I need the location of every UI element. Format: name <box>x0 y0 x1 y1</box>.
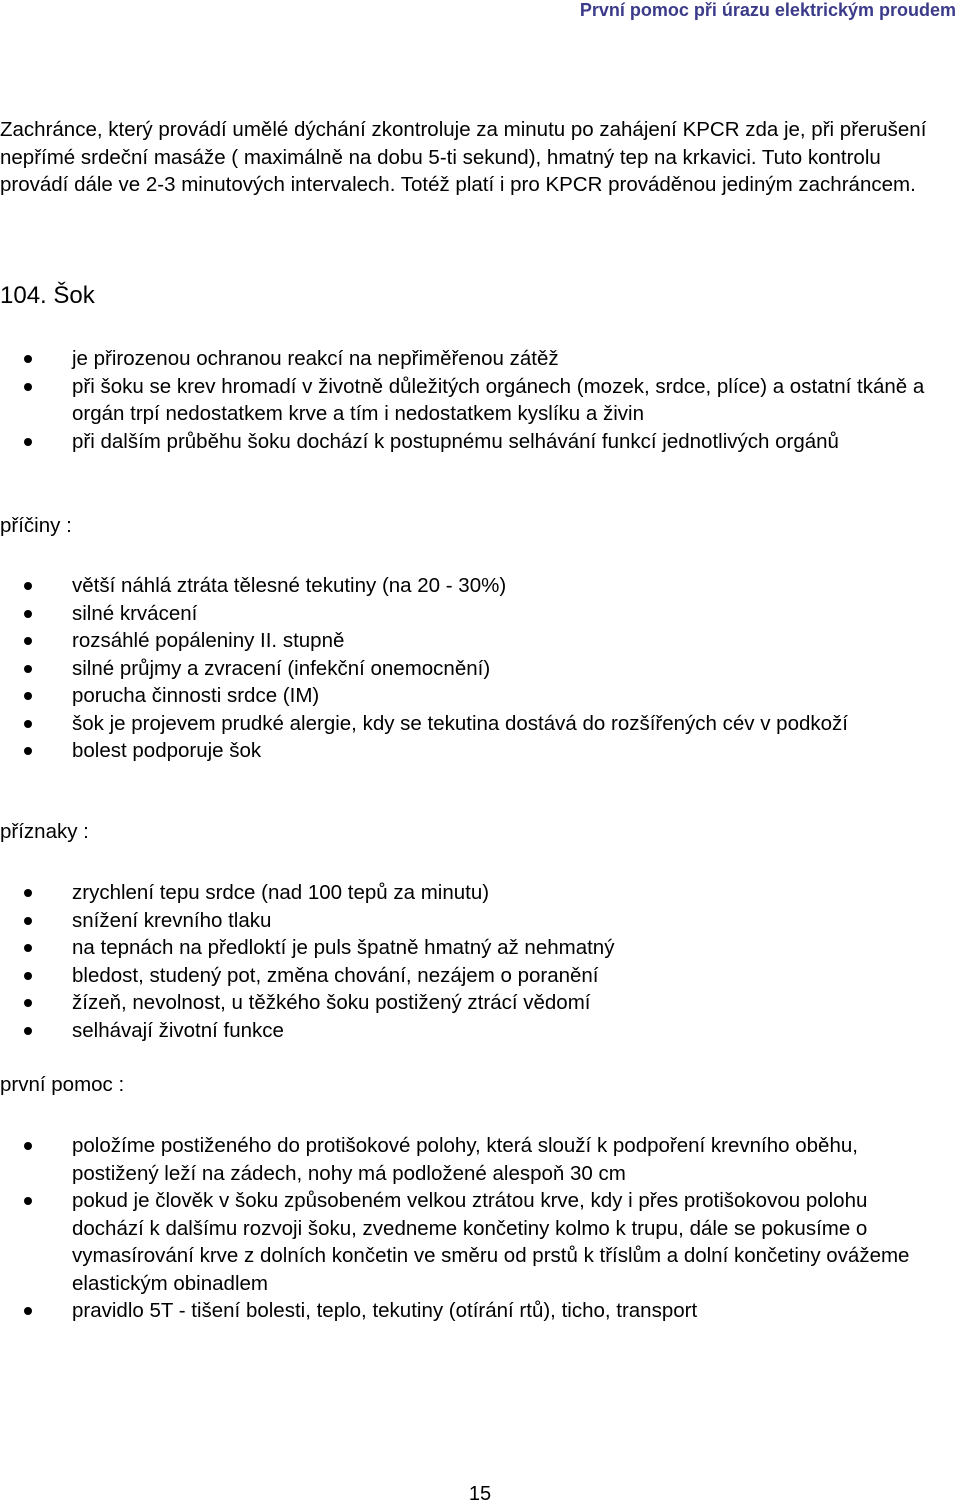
list-item <box>0 1017 930 1045</box>
list-item <box>0 682 930 710</box>
list-item <box>0 600 930 628</box>
list-item-text: rozsáhlé popáleniny II. stupně <box>72 629 345 652</box>
list-item-text: při dalším průběhu šoku dochází k postupnému selhávání funkcí jednotlivých orgánů <box>72 429 839 453</box>
bullet-icon <box>24 1142 32 1150</box>
bullet-icon <box>24 355 32 363</box>
bullet-icon <box>24 1307 32 1315</box>
list-item-text: na tepnách na předloktí je puls špatně hmatný až nehmatný <box>72 936 615 959</box>
list-item <box>0 934 930 962</box>
list-item <box>0 737 930 765</box>
bullet-icon <box>24 692 32 700</box>
list-item <box>0 655 930 683</box>
list-item <box>0 989 930 1017</box>
intro-paragraph: Zachránce, který provádí umělé dýchání zkontroluje za minutu po zahájení KPCR zda je, při přerušení nepřímé srdeční masáže ( maximálně na dobu 5-ti sekund), hmatný tep na krkavici. Tuto kontrolu provádí dále ve 2-3 minutových intervalech. Totéž platí i pro KPCR prováděnou jediným zachráncem. <box>0 118 927 196</box>
list-item-text: je přirozenou ochranou reakcí na nepřiměřenou zátěž <box>72 347 559 370</box>
bullet-icon <box>24 665 32 673</box>
list-item <box>0 1187 930 1297</box>
list-item-text: silné krvácení <box>72 601 198 625</box>
list-item-text: položíme postiženého do protišokové polohy, která slouží k podpoření krevního oběhu, postižený leží na zádech, nohy má podložené alespoň 30 cm <box>72 1134 858 1185</box>
list-item-text: porucha činnosti srdce (IM) <box>72 684 320 707</box>
first-aid-label: první pomoc : <box>0 1073 125 1096</box>
bullet-icon <box>24 747 32 755</box>
symptoms-list <box>0 879 930 1044</box>
bullet-icon <box>24 999 32 1007</box>
first-aid-list <box>0 1132 930 1325</box>
bullet-icon <box>24 944 32 952</box>
list-item <box>0 572 930 600</box>
list-item-text: pravidlo 5T - tišení bolesti, teplo, tekutiny (otírání rtů), ticho, transport <box>72 1299 698 1322</box>
bullet-icon <box>24 383 32 391</box>
list-item-text: zrychlení tepu srdce (nad 100 tepů za minutu) <box>72 881 490 904</box>
bullet-icon <box>24 720 32 728</box>
list-item <box>0 428 930 456</box>
list-item-text: pokud je člověk v šoku způsobeném velkou ztrátou krve, kdy i přes protišokovou polohu dochází k dalšímu rozvoji šoku, zvedneme končetiny kolmo k trupu, dále se pokusíme o vymasírování krve z dolních končetin ve směru od prstů k tříslům a dolní končetiny ovážeme elastickým obinadlem <box>72 1189 910 1295</box>
list-item <box>0 1132 930 1187</box>
list-item-text: bledost, studený pot, změna chování, nezájem o poranění <box>72 963 599 987</box>
causes-label: příčiny : <box>0 514 72 537</box>
bullet-icon <box>24 1197 32 1205</box>
list-item-text: větší náhlá ztráta tělesné tekutiny (na 20 - 30%) <box>72 574 507 597</box>
bullet-icon <box>24 610 32 618</box>
bullet-icon <box>24 637 32 645</box>
list-item-text: silné průjmy a zvracení (infekční onemocnění) <box>72 656 491 680</box>
definition-list <box>0 345 930 455</box>
bullet-icon <box>24 917 32 925</box>
list-item-text: snížení krevního tlaku <box>72 908 272 932</box>
bullet-icon <box>24 889 32 897</box>
list-item <box>0 627 930 655</box>
bullet-icon <box>24 1027 32 1035</box>
bullet-icon <box>24 438 32 446</box>
page-number: 15 <box>468 1483 492 1505</box>
symptoms-label: příznaky : <box>0 820 89 843</box>
list-item <box>0 710 930 738</box>
list-item-text: šok je projevem prudké alergie, kdy se tekutina dostává do rozšířených cév v podkoží <box>72 711 848 735</box>
list-item <box>0 1297 930 1325</box>
bullet-icon <box>24 972 32 980</box>
list-item <box>0 373 930 428</box>
list-item-text: selhávají životní funkce <box>72 1018 284 1042</box>
list-item <box>0 345 930 373</box>
list-item <box>0 962 930 990</box>
causes-list <box>0 572 930 765</box>
list-item <box>0 907 930 935</box>
list-item <box>0 879 930 907</box>
bullet-icon <box>24 582 32 590</box>
list-item-text: při šoku se krev hromadí v životně důležitých orgánech (mozek, srdce, plíce) a ostatní tkáně a orgán trpí nedostatkem krve a tím i nedostatkem kyslíku a živin <box>72 374 925 425</box>
list-item-text: žízeň, nevolnost, u těžkého šoku postižený ztrácí vědomí <box>72 991 591 1014</box>
running-header: První pomoc při úrazu elektrickým proudem <box>579 0 956 20</box>
list-item-text: bolest podporuje šok <box>72 739 262 762</box>
section-title: 104. Šok <box>0 282 95 309</box>
